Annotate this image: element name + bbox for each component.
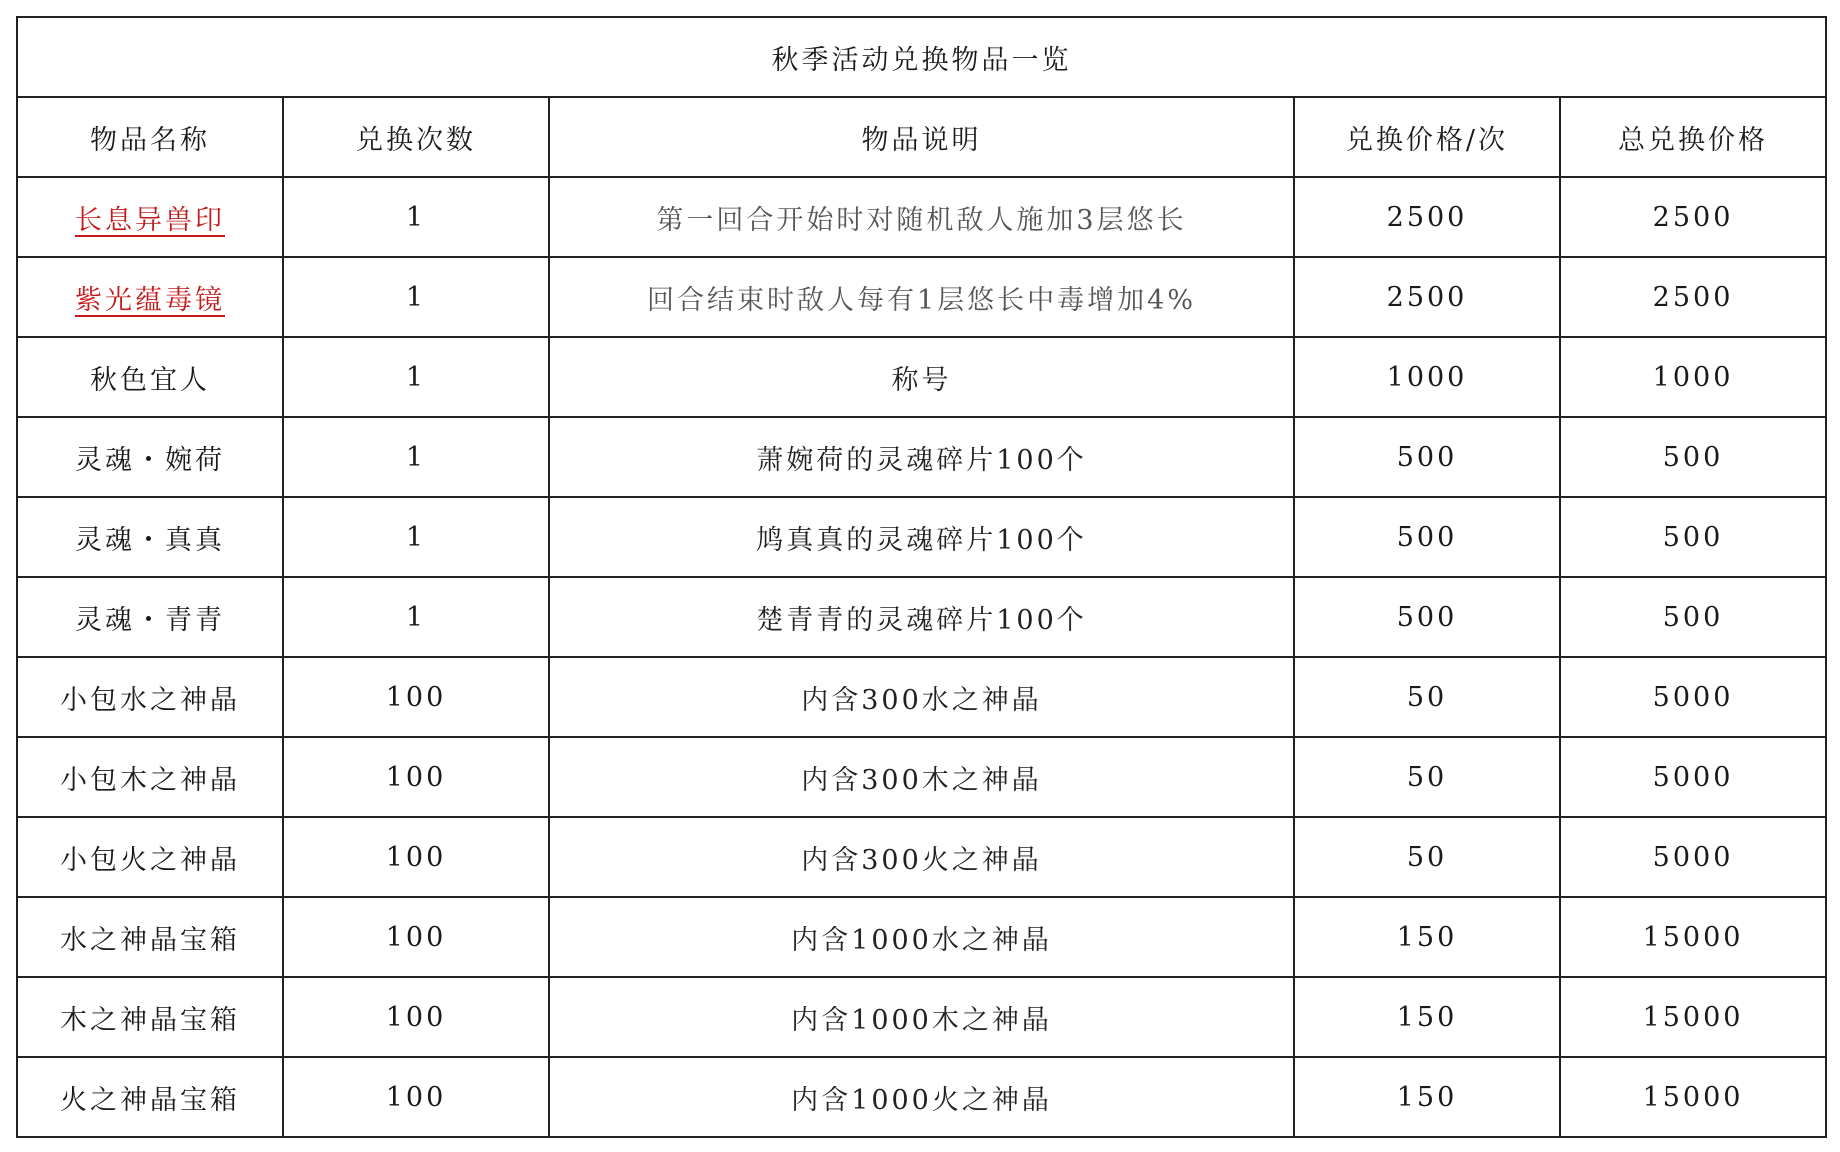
- table-row: [17, 177, 1826, 257]
- table-row: [17, 497, 1826, 577]
- total-price-cell: 2500: [1560, 177, 1826, 257]
- price-per-exchange-cell: 150: [1294, 1057, 1560, 1137]
- item-name-cell: 小包水之神晶: [17, 657, 283, 737]
- table-row: [17, 737, 1826, 817]
- header-item-description: 物品说明: [549, 97, 1294, 177]
- exchange-count-cell: 100: [283, 977, 549, 1057]
- price-per-exchange-cell: 50: [1294, 657, 1560, 737]
- total-price-cell: 500: [1560, 417, 1826, 497]
- table-row: [17, 657, 1826, 737]
- item-description-cell: 内含300木之神晶: [549, 737, 1294, 817]
- table-title: 秋季活动兑换物品一览: [17, 17, 1826, 97]
- header-total-price: 总兑换价格: [1560, 97, 1826, 177]
- item-name-cell: 灵魂・婉荷: [17, 417, 283, 497]
- table-row: [17, 337, 1826, 417]
- exchange-count-cell: 1: [283, 577, 549, 657]
- exchange-count-cell: 100: [283, 817, 549, 897]
- price-per-exchange-cell: 2500: [1294, 257, 1560, 337]
- item-description-cell: 称号: [549, 337, 1294, 417]
- exchange-count-cell: 1: [283, 177, 549, 257]
- item-description-cell: 回合结束时敌人每有1层悠长中毒增加4%: [549, 257, 1294, 337]
- item-description-cell: 内含1000水之神晶: [549, 897, 1294, 977]
- item-name-cell: 水之神晶宝箱: [17, 897, 283, 977]
- price-per-exchange-cell: 500: [1294, 497, 1560, 577]
- exchange-count-cell: 100: [283, 897, 549, 977]
- price-per-exchange-cell: 2500: [1294, 177, 1560, 257]
- exchange-count-cell: 1: [283, 337, 549, 417]
- price-per-exchange-cell: 50: [1294, 817, 1560, 897]
- total-price-cell: 1000: [1560, 337, 1826, 417]
- exchange-table: [16, 16, 1827, 1138]
- total-price-cell: 2500: [1560, 257, 1826, 337]
- item-name-cell: 灵魂・青青: [17, 577, 283, 657]
- total-price-cell: 5000: [1560, 737, 1826, 817]
- header-item-name: 物品名称: [17, 97, 283, 177]
- table-row: [17, 897, 1826, 977]
- price-per-exchange-cell: 50: [1294, 737, 1560, 817]
- item-name-cell: 木之神晶宝箱: [17, 977, 283, 1057]
- exchange-count-cell: 1: [283, 257, 549, 337]
- table-row: [17, 817, 1826, 897]
- exchange-count-cell: 1: [283, 497, 549, 577]
- price-per-exchange-cell: 1000: [1294, 337, 1560, 417]
- item-name-cell: 灵魂・真真: [17, 497, 283, 577]
- price-per-exchange-cell: 500: [1294, 577, 1560, 657]
- total-price-cell: 5000: [1560, 817, 1826, 897]
- total-price-cell: 500: [1560, 577, 1826, 657]
- item-description-cell: 楚青青的灵魂碎片100个: [549, 577, 1294, 657]
- table-row: [17, 577, 1826, 657]
- item-description-cell: 萧婉荷的灵魂碎片100个: [549, 417, 1294, 497]
- price-per-exchange-cell: 150: [1294, 897, 1560, 977]
- item-name-cell: 小包木之神晶: [17, 737, 283, 817]
- total-price-cell: 500: [1560, 497, 1826, 577]
- item-name-cell: 秋色宜人: [17, 337, 283, 417]
- header-exchange-count: 兑换次数: [283, 97, 549, 177]
- title-row: [17, 17, 1826, 97]
- exchange-count-cell: 1: [283, 417, 549, 497]
- table-row: [17, 257, 1826, 337]
- total-price-cell: 15000: [1560, 977, 1826, 1057]
- total-price-cell: 5000: [1560, 657, 1826, 737]
- header-price-per-exchange: 兑换价格/次: [1294, 97, 1560, 177]
- exchange-count-cell: 100: [283, 1057, 549, 1137]
- table-row: [17, 417, 1826, 497]
- item-name-link[interactable]: 紫光蕴毒镜: [75, 284, 225, 316]
- price-per-exchange-cell: 500: [1294, 417, 1560, 497]
- table-row: [17, 1057, 1826, 1137]
- price-per-exchange-cell: 150: [1294, 977, 1560, 1057]
- item-name-cell: 小包火之神晶: [17, 817, 283, 897]
- item-description-cell: 内含1000火之神晶: [549, 1057, 1294, 1137]
- item-name-cell: [17, 177, 283, 257]
- exchange-count-cell: 100: [283, 657, 549, 737]
- item-description-cell: 第一回合开始时对随机敌人施加3层悠长: [549, 177, 1294, 257]
- header-row: [17, 97, 1826, 177]
- item-description-cell: 内含1000木之神晶: [549, 977, 1294, 1057]
- item-name-link[interactable]: 长息异兽印: [75, 204, 225, 236]
- item-description-cell: 内含300火之神晶: [549, 817, 1294, 897]
- item-name-cell: 火之神晶宝箱: [17, 1057, 283, 1137]
- item-name-cell: [17, 257, 283, 337]
- item-description-cell: 内含300水之神晶: [549, 657, 1294, 737]
- table-row: [17, 977, 1826, 1057]
- total-price-cell: 15000: [1560, 897, 1826, 977]
- total-price-cell: 15000: [1560, 1057, 1826, 1137]
- item-description-cell: 鸠真真的灵魂碎片100个: [549, 497, 1294, 577]
- exchange-sheet: [16, 16, 1825, 1138]
- exchange-count-cell: 100: [283, 737, 549, 817]
